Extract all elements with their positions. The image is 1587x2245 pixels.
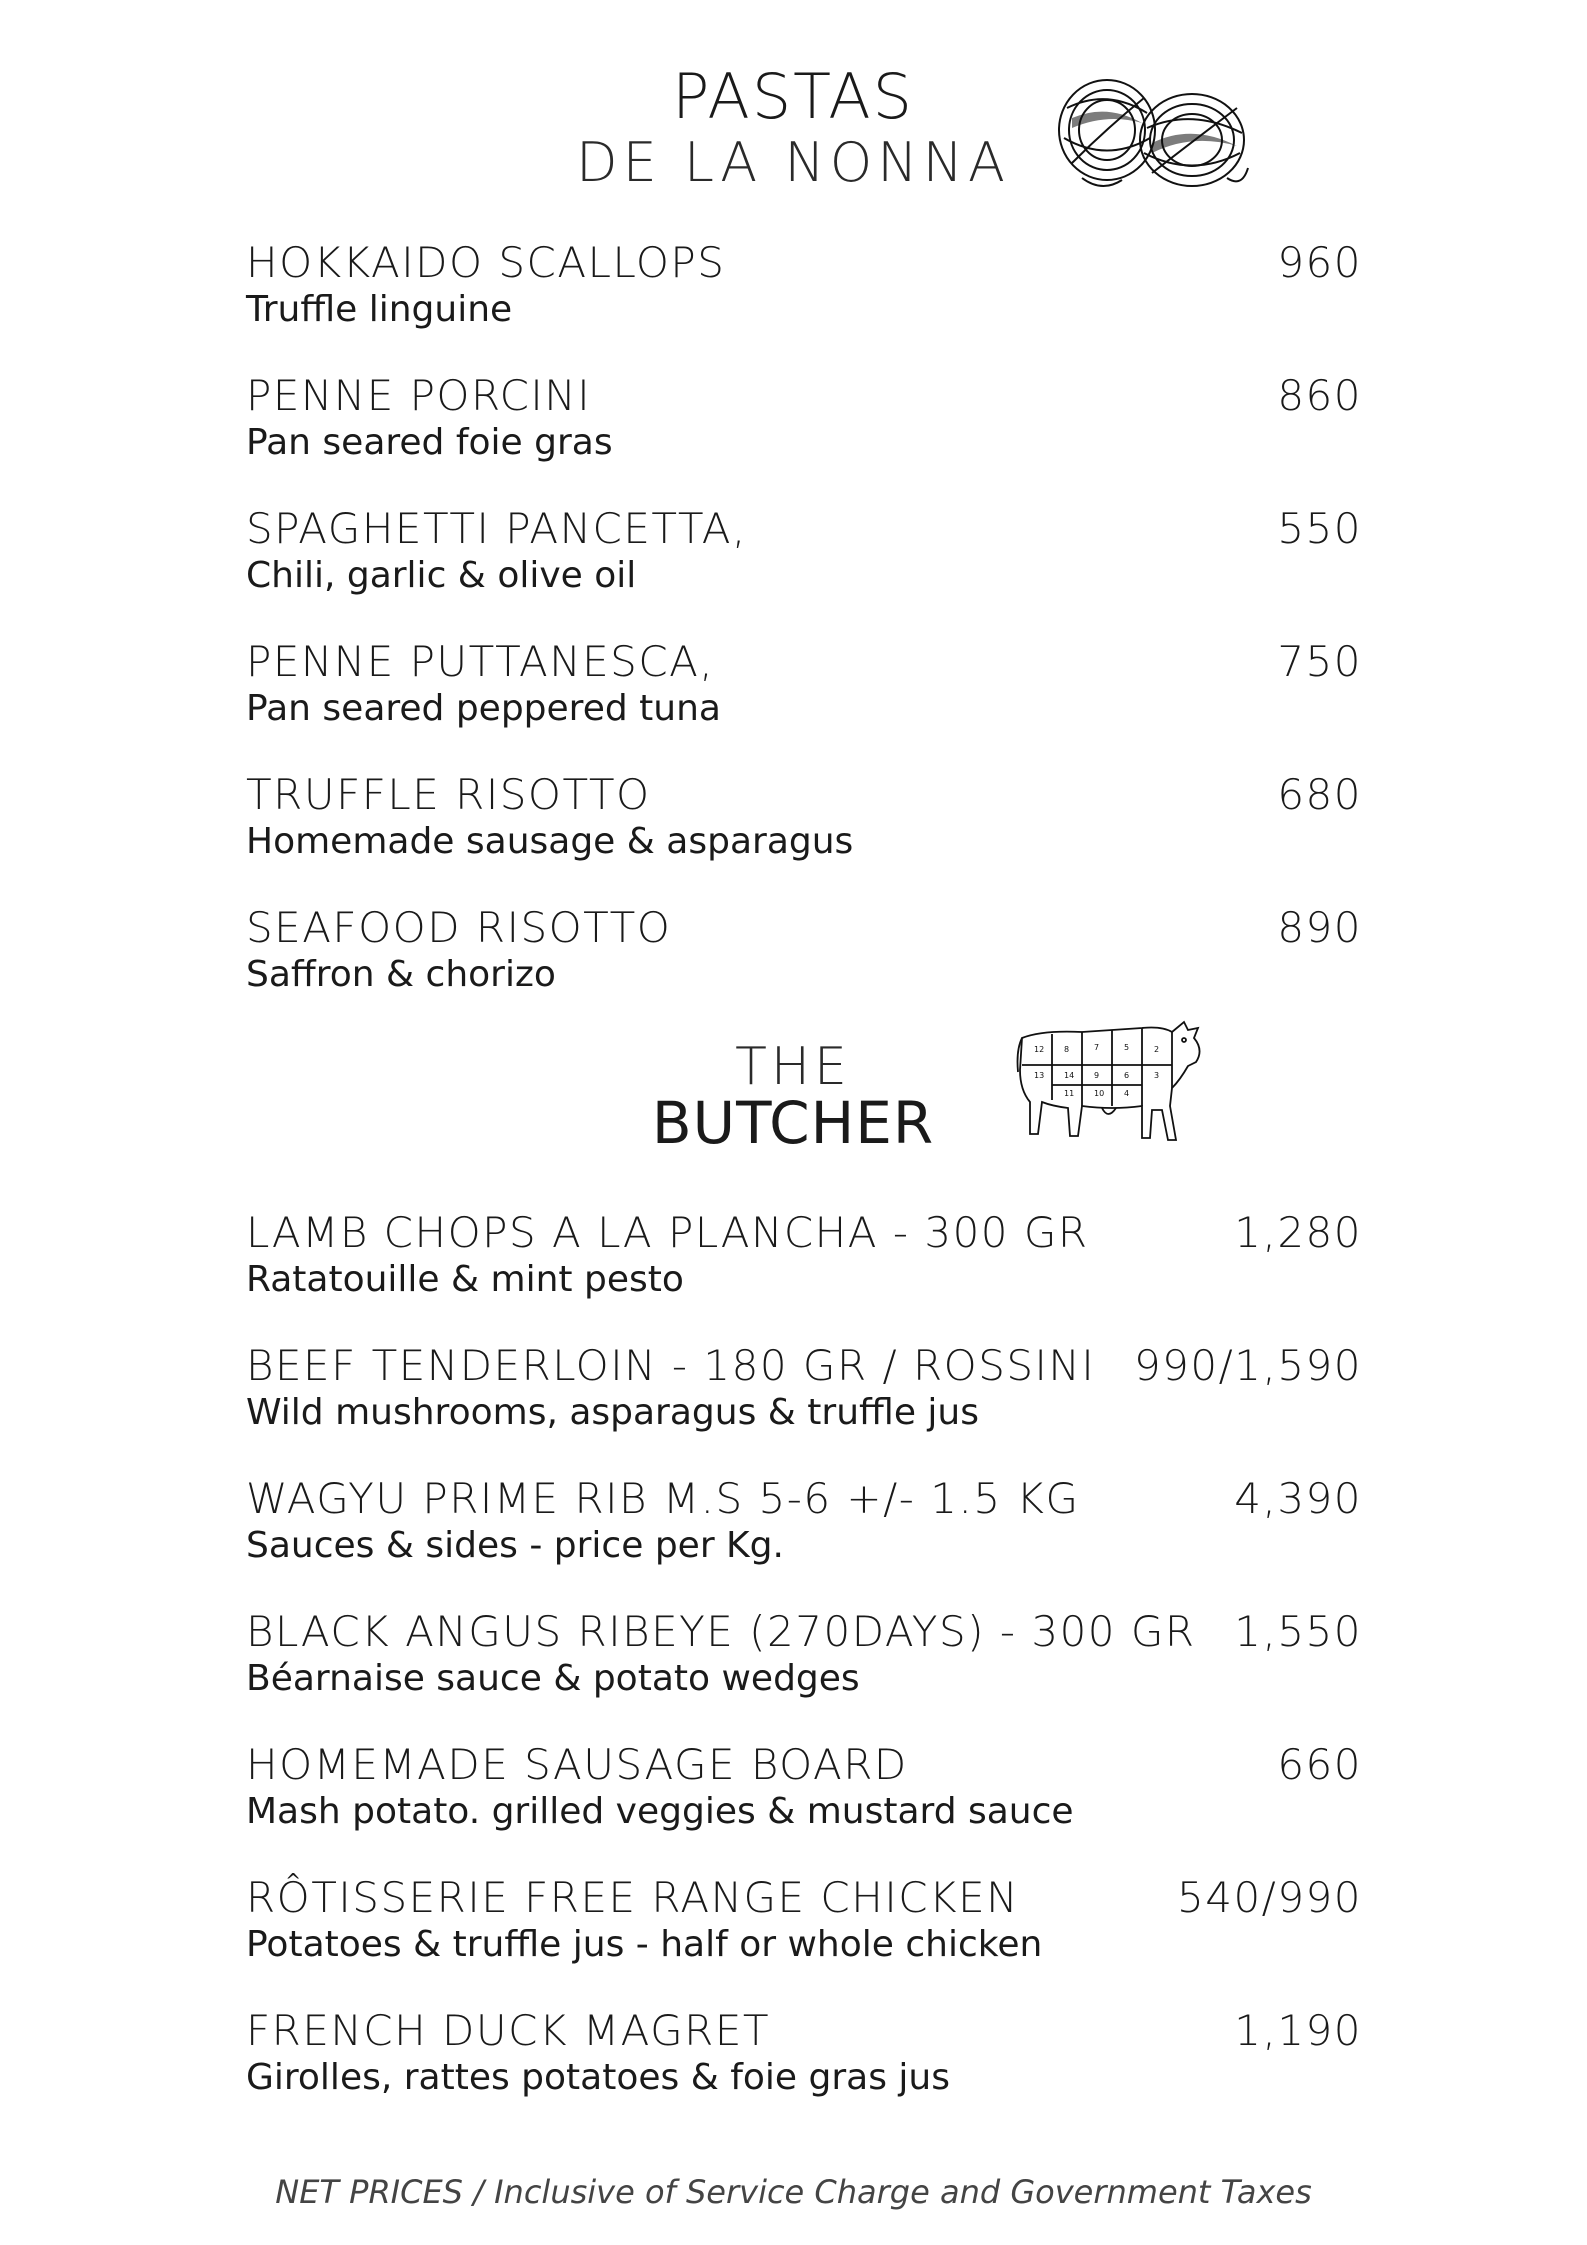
item-description: Mash potato. grilled veggies & mustard sauce <box>246 1791 1074 1832</box>
pastas-list <box>246 238 1362 1036</box>
item-name: BLACK ANGUS RIBEYE (270DAYS) - 300 GR <box>246 1607 1196 1656</box>
item-name: SEAFOOD RISOTTO <box>246 903 672 952</box>
butcher-list <box>246 1208 1362 2139</box>
item-price: 1,190 <box>1234 2006 1362 2055</box>
item-description: Saffron & chorizo <box>246 954 556 995</box>
item-price: 860 <box>1277 371 1362 420</box>
item-description: Béarnaise sauce & potato wedges <box>246 1658 860 1699</box>
item-name: PENNE PORCINI <box>246 371 592 420</box>
menu-item <box>246 1208 1362 1341</box>
item-name: BEEF TENDERLOIN - 180 GR / ROSSINI <box>246 1341 1096 1390</box>
menu-item <box>246 1341 1362 1474</box>
item-description: Sauces & sides - price per Kg. <box>246 1525 784 1566</box>
butcher-title: BUTCHER <box>651 1089 935 1157</box>
menu-item <box>246 504 1362 637</box>
pastas-subtitle: DE LA NONNA <box>576 131 1010 194</box>
price-note: NET PRICES / Inclusive of Service Charge and Government Taxes <box>275 2173 1312 2211</box>
item-price: 660 <box>1277 1740 1362 1789</box>
svg-text:5: 5 <box>1124 1043 1130 1052</box>
item-name: LAMB CHOPS A LA PLANCHA - 300 GR <box>246 1208 1089 1257</box>
svg-text:12: 12 <box>1034 1045 1045 1054</box>
item-description: Chili, garlic & olive oil <box>246 555 637 596</box>
item-description: Truffle linguine <box>246 289 513 330</box>
item-name: PENNE PUTTANESCA, <box>246 637 715 686</box>
item-description: Girolles, rattes potatoes & foie gras jus <box>246 2057 951 2098</box>
svg-text:14: 14 <box>1064 1071 1075 1080</box>
menu-item <box>246 637 1362 770</box>
item-price: 990/1,590 <box>1133 1341 1362 1390</box>
menu-item <box>246 1474 1362 1607</box>
svg-text:2: 2 <box>1154 1045 1160 1054</box>
item-description: Potatoes & truffle jus - half or whole chicken <box>246 1924 1043 1965</box>
item-name: HOKKAIDO SCALLOPS <box>246 238 726 287</box>
item-description: Ratatouille & mint pesto <box>246 1259 684 1300</box>
svg-text:8: 8 <box>1064 1045 1070 1054</box>
cow-cuts-illustration <box>1012 1010 1210 1150</box>
item-price: 890 <box>1277 903 1362 952</box>
svg-text:13: 13 <box>1034 1071 1045 1080</box>
svg-text:10: 10 <box>1094 1089 1105 1098</box>
item-description: Homemade sausage & asparagus <box>246 821 854 862</box>
item-price: 960 <box>1277 238 1362 287</box>
menu-item <box>246 371 1362 504</box>
menu-item <box>246 1740 1362 1873</box>
svg-text:7: 7 <box>1094 1043 1100 1052</box>
menu-item <box>246 770 1362 903</box>
menu-item <box>246 2006 1362 2139</box>
svg-text:3: 3 <box>1154 1071 1160 1080</box>
item-price: 1,550 <box>1234 1607 1362 1656</box>
item-price: 750 <box>1277 637 1362 686</box>
item-description: Pan seared foie gras <box>246 422 613 463</box>
item-name: TRUFFLE RISOTTO <box>246 770 651 819</box>
svg-text:11: 11 <box>1064 1089 1075 1098</box>
pastas-title: PASTAS <box>671 60 915 133</box>
item-name: RÔTISSERIE FREE RANGE CHICKEN <box>246 1873 1020 1922</box>
pasta-nest-illustration <box>1052 68 1252 196</box>
item-price: 4,390 <box>1234 1474 1362 1523</box>
svg-text:6: 6 <box>1124 1071 1130 1080</box>
item-description: Wild mushrooms, asparagus & truffle jus <box>246 1392 980 1433</box>
item-price: 680 <box>1277 770 1362 819</box>
item-price: 1,280 <box>1234 1208 1362 1257</box>
item-price: 550 <box>1277 504 1362 553</box>
item-name: WAGYU PRIME RIB M.S 5-6 +/- 1.5 KG <box>246 1474 1080 1523</box>
menu-item <box>246 1607 1362 1740</box>
menu-item <box>246 1873 1362 2006</box>
item-name: HOMEMADE SAUSAGE BOARD <box>246 1740 908 1789</box>
menu-item <box>246 238 1362 371</box>
item-name: FRENCH DUCK MAGRET <box>246 2006 771 2055</box>
svg-text:4: 4 <box>1124 1089 1130 1098</box>
svg-text:9: 9 <box>1094 1071 1100 1080</box>
item-price: 540/990 <box>1177 1873 1362 1922</box>
item-description: Pan seared peppered tuna <box>246 688 721 729</box>
item-name: SPAGHETTI PANCETTA, <box>246 504 747 553</box>
butcher-pretitle: THE <box>735 1037 851 1097</box>
